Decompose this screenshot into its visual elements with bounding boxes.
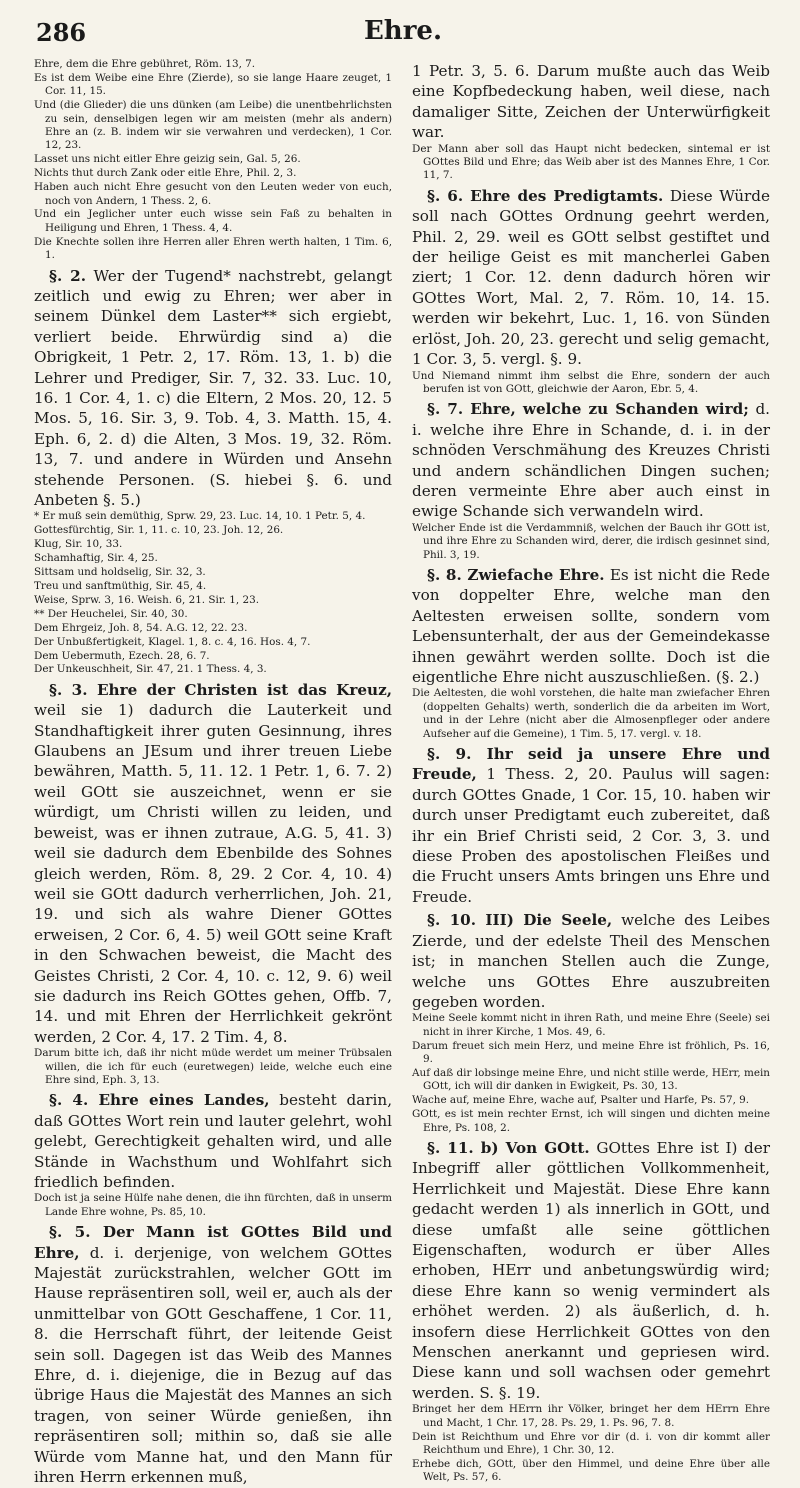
paragraph-text: GOttes Ehre ist I) der Inbegriff aller göttlichen Vollkommenheit, Herrlichkeit und Majestät. Diese Ehre kann gedacht werden 1) als innerlich in GOtt, und diese umfaßt alle seine göttlichen Eigenschaften, wodurch er über Alles erhoben, HErr und anbetungswürdig wird; diese Ehre kann so wenig vermindert als erhöhet werden. 2) als äußerlich, d. h. insofern diese Herrlichkeit GOttes von den Menschen anerkannt und gepriesen wird. Diese kann und soll wachsen oder gemehrt werden. S. §. 19. (412, 1138, 771, 1402)
right-column (412, 58, 770, 1488)
page-number: 286 (36, 18, 87, 47)
citation-note (412, 1458, 770, 1485)
paragraph-text: Wer der Tugend* nachstrebt, gelangt zeitlich und ewig zu Ehren; wer aber in seinem Dünkel dem Laster** sich ergiebt, verliert beide. Ehrwürdig sind a) die Obrigkeit, 1 Petr. 2, 17. Röm. 13, 1. b) die Lehrer und Prediger, Sir. 7, 32. 33. Luc. 10, 16. 1 Cor. 4, 1. c) die Eltern, 2 Mos. 20, 12. 5 Mos. 5, 16. Sir. 3, 9. Tob. 4, 3. Matth. 15, 4. Eph. 6, 2. d) die Alten, 3 Mos. 19, 32. Röm. 13, 7. und andere in Würden und Ansehn stehende Personen. (S. hiebei §. 6. und Anbeten §. 5.) (34, 266, 392, 510)
section-heading: §. 5. Der Mann ist GOttes Bild und Ehre, (34, 1223, 392, 1262)
citation-note (34, 1047, 392, 1087)
citation-note (34, 566, 392, 579)
section-paragraph (34, 1222, 392, 1487)
paragraph-text: ** Der Heuchelei, Sir. 40, 30. (34, 607, 188, 620)
citation-note (34, 99, 392, 153)
citation-note (412, 370, 770, 397)
paragraph-text: GOtt, es ist mein rechter Ernst, ich will singen und dichten meine Ehre, Ps. 108, 2. (412, 1108, 770, 1134)
citation-note (412, 1403, 770, 1430)
paragraph-text: Bringet her dem HErrn ihr Völker, bringet her dem HErrn Ehre und Macht, 1 Chr. 17, 28. Ps. 29, 1. Ps. 96, 7. 8. (412, 1403, 770, 1429)
paragraph-text: Es ist nicht die Rede von doppelter Ehre, welche man den Aeltesten erweisen sollte, sondern vom Lebensunterhalt, der aus der Gemeindekasse ihnen gewährt werden sollte. Doch ist die eigentliche Ehre nicht auszuschließen. (§. 2.) (412, 565, 771, 686)
paragraph-text: Welcher Ende ist die Verdammniß, welchen der Bauch ihr GOtt ist, und ihre Ehre zu Schanden wird, derer, die irdisch gesinnet sind, Phil. 3, 19. (412, 521, 770, 561)
paragraph-text: Und (die Glieder) die uns dünken (am Leibe) die unentbehrlichsten zu sein, denselbigen legen wir am meisten (mehr als andern) Ehre an (z. B. indem wir sie verwahren und verdecken), 1 Cor. 12, 23. (34, 99, 392, 152)
citation-note (34, 594, 392, 607)
citation-note (34, 552, 392, 565)
paragraph-text: Darum bitte ich, daß ihr nicht müde werdet um meiner Trübsalen willen, die ich für euch (euretwegen) leide, welche euch eine Ehre sind, Eph. 3, 13. (34, 1047, 392, 1086)
paragraph-text: Nichts thut durch Zank oder eitle Ehre, Phil. 2, 3. (34, 167, 297, 180)
paragraph-text: weil sie 1) dadurch die Lauterkeit und Standhaftigkeit ihrer guten Gesinnung, ihres Glaubens an JEsum und ihrer treuen Liebe bewähren, Matth. 5, 11. 12. 1 Petr. 1, 6. 7. 2) weil GOtt sie auszeichnet, wenn er sie würdigt, um Christi willen zu leiden, und beweist, was er ihnen zutraue, A.G. 5, 41. 3) weil sie dadurch dem Ebenbilde des Sohnes gleich werden, Röm. 8, 29. 2 Cor. 4, 10. 4) weil sie GOtt dadurch verherrlichen, Joh. 21, 19. und sich als wahre Diener GOttes erweisen, 2 Cor. 6, 4. 5) weil GOtt seine Kraft in den Schwachen beweist, die Macht des Geistes Christi, 2 Cor. 4, 10. c. 12, 9. 6) weil sie dadurch ins Reich GOttes gehen, Offb. 7, 14. und mit Ehren der Herrlichkeit gekrönt werden, 2 Cor. 4, 17. 2 Tim. 4, 8. (34, 701, 392, 1046)
citation-note (34, 524, 392, 537)
paragraph-text: Dein ist Reichthum und Ehre vor dir (d. i. von dir kommt aller Reichthum und Ehre), 1 Chr. 30, 12. (412, 1430, 770, 1456)
paragraph-text: Doch ist ja seine Hülfe nahe denen, die ihn fürchten, daß in unserm Lande Ehre wohne, Ps. 85, 10. (34, 1192, 392, 1218)
citation-note (412, 1108, 770, 1135)
section-heading: §. 10. III) Die Seele, (427, 911, 613, 930)
paragraph-text: Erhebe dich, GOtt, über den Himmel, und deine Ehre über alle Welt, Ps. 57, 6. (412, 1457, 770, 1484)
section-paragraph (412, 186, 770, 370)
paragraph-text: besteht darin, daß GOttes Wort rein und lauter gelehrt, wohl gelebt, Gerechtigkeit gehalten wird, und alle Stände in Wachsthum und Wohlfahrt sich friedlich befinden. (34, 1091, 393, 1191)
left-column (34, 58, 392, 1488)
paragraph-text: Es ist dem Weibe eine Ehre (Zierde), so sie lange Haare zeuget, 1 Cor. 11, 15. (34, 71, 392, 98)
citation-note (34, 663, 392, 676)
section-heading: §. 7. Ehre, welche zu Schanden wird; (427, 400, 749, 419)
paragraph-text: Auf daß dir lobsinge meine Ehre, und nicht stille werde, HErr, mein GOtt, ich will dir danken in Ewigkeit, Ps. 30, 13. (412, 1066, 770, 1093)
citation-note (412, 687, 770, 741)
citation-note (34, 622, 392, 635)
section-paragraph (34, 266, 392, 511)
citation-note (412, 1012, 770, 1039)
citation-note (34, 181, 392, 208)
section-heading: §. 2. (49, 266, 87, 285)
paragraph-text: Lasset uns nicht eitler Ehre geizig sein, Gal. 5, 26. (34, 153, 301, 166)
paragraph-text: Meine Seele kommt nicht in ihren Rath, und meine Ehre (Seele) sei nicht in ihrer Kirche, 1 Mos. 49, 6. (412, 1012, 770, 1038)
paragraph-text: * Er muß sein demüthig, Sprw. 29, 23. Luc. 14, 10. 1 Petr. 5, 4. (34, 510, 366, 523)
citation-note (34, 636, 392, 649)
section-paragraph (412, 910, 770, 1012)
citation-note (34, 608, 392, 621)
paragraph-text: Gottesfürchtig, Sir. 1, 11. c. 10, 23. Joh. 12, 26. (34, 524, 284, 537)
citation-note (412, 522, 770, 562)
paragraph-text: Wache auf, meine Ehre, wache auf, Psalter und Harfe, Ps. 57, 9. (412, 1094, 750, 1107)
citation-note (34, 153, 392, 166)
citation-note (34, 580, 392, 593)
paragraph-text: 1 Thess. 2, 20. Paulus will sagen: durch GOttes Gnade, 1 Cor. 15, 10. haben wir durch unser Predigtamt euch zubereitet, daß ihr ein Brief Christi seid, 2 Cor. 3, 3. und diese Proben des apostolischen Fleißes und die Frucht unsers Amts bringen uns Ehre und Freude. (412, 765, 771, 906)
citation-note (34, 58, 392, 71)
citation-note (34, 72, 392, 99)
citation-note (412, 143, 770, 183)
paragraph-continuation (412, 61, 770, 143)
paragraph-text: Treu und sanftmüthig, Sir. 45, 4. (34, 580, 207, 592)
paragraph-text: Ehre, dem die Ehre gebühret, Röm. 13, 7. (34, 58, 256, 70)
paragraph-text: Schamhaftig, Sir. 4, 25. (34, 552, 158, 565)
citation-note (34, 236, 392, 263)
paragraph-text: d. i. derjenige, von welchem GOttes Majestät zurückstrahlen, welcher GOtt im Hause repräsentiren soll, weil er, auch als der unmittelbar von GOtt Geschaffene, 1 Cor. 11, 8. die Herrschaft führt, der leitende Geist sein soll. Dagegen ist das Weib des Mannes Ehre, d. i. diejenige, die in Bezug auf das übrige Haus die Majestät des Mannes an sich tragen, von seiner Würde genießen, ihn repräsentiren soll; mithin so, daß sie alle Würde vom Manne hat, und den Mann für ihren Herrn erkennen muß, (34, 1243, 392, 1487)
paragraph-text: Dem Ehrgeiz, Joh. 8, 54. A.G. 12, 22. 23. (34, 621, 248, 634)
paragraph-text: Der Mann aber soll das Haupt nicht bedecken, sintemal er ist GOttes Bild und Ehre; das Weib aber ist des Mannes Ehre, 1 Cor. 11, 7. (412, 142, 770, 182)
paragraph-text: 1 Petr. 3, 5. 6. Darum mußte auch das Weib eine Kopfbedeckung haben, weil diese, nach damaliger Sitte, Zeichen der Unterwürfigkeit war. (412, 62, 770, 142)
paragraph-text: Haben auch nicht Ehre gesucht von den Leuten weder von euch, noch von Andern, 1 Thess. 2, 6. (34, 181, 392, 207)
paragraph-text: Darum freuet sich mein Herz, und meine Ehre ist fröhlich, Ps. 16, 9. (412, 1039, 770, 1066)
paragraph-text: Der Unbußfertigkeit, Klagel. 1, 8. c. 4, 16. Hos. 4, 7. (34, 635, 311, 648)
paragraph-text: Und Niemand nimmt ihm selbst die Ehre, sondern der auch berufen ist von GOtt, gleichwie der Aaron, Ebr. 5, 4. (412, 369, 770, 395)
paragraph-text: Die Knechte sollen ihre Herren aller Ehren werth halten, 1 Tim. 6, 1. (34, 235, 392, 262)
section-heading: §. 9. Ihr seid ja unsere Ehre und Freude, (412, 745, 770, 784)
section-paragraph (412, 744, 770, 907)
citation-note (412, 1040, 770, 1067)
citation-note (34, 538, 392, 551)
section-paragraph (34, 1090, 392, 1192)
paragraph-text: Der Unkeuschheit, Sir. 47, 21. 1 Thess. 4, 3. (34, 663, 267, 676)
citation-note (34, 650, 392, 663)
paragraph-text: Dem Uebermuth, Ezech. 28, 6. 7. (34, 649, 210, 662)
paragraph-text: Diese Würde soll nach GOttes Ordnung geehrt werden, Phil. 2, 29. weil es GOtt selbst gestiftet und der heilige Geist es mit mancherlei Gaben ziert; 1 Cor. 12. denn dadurch hören wir GOttes Wort, Mal. 2, 7. Röm. 10, 14. 15. werden wir bekehrt, Luc. 1, 16. von Sünden erlöst, Joh. 20, 23. gerecht und selig gemacht, 1 Cor. 3, 5. vergl. §. 9. (412, 186, 770, 369)
section-paragraph (412, 399, 770, 521)
citation-note (34, 208, 392, 235)
section-paragraph (412, 1138, 770, 1403)
running-title: Ehre. (363, 16, 442, 46)
citation-note (34, 510, 392, 523)
section-heading: §. 8. Zwiefache Ehre. (427, 565, 605, 584)
citation-note (412, 1431, 770, 1458)
citation-note (34, 167, 392, 180)
paragraph-text: welche des Leibes Zierde, und der edelste Theil des Menschen ist; in manchen Stellen auch die Zunge, welche uns GOttes Ehre auszubreiten gegeben worden. (412, 911, 771, 1011)
section-heading: §. 4. Ehre eines Landes, (49, 1091, 270, 1110)
paragraph-text: Und ein Jeglicher unter euch wisse sein Faß zu behalten in Heiligung und Ehren, 1 Thess. 4, 4. (34, 208, 392, 234)
citation-note (34, 1192, 392, 1219)
section-heading: §. 3. Ehre der Christen ist das Kreuz, (49, 680, 392, 699)
text-columns (34, 58, 772, 1488)
paragraph-text: Die Aeltesten, die wohl vorstehen, die halte man zwiefacher Ehren (doppelten Gehalts) werth, sonderlich die da arbeiten im Wort, und in der Lehre (nicht aber die Almosenpfleger oder andere Aufseher auf die Gemeine), 1 Tim. 5, 17. vergl. v. 18. (412, 687, 770, 740)
page-header (34, 0, 772, 58)
citation-note (412, 1094, 770, 1107)
paragraph-text: Sittsam und holdselig, Sir. 32, 3. (34, 566, 206, 579)
section-heading: §. 11. b) Von GOtt. (427, 1138, 590, 1157)
section-heading: §. 6. Ehre des Predigtamts. (427, 186, 664, 205)
section-paragraph (34, 680, 392, 1047)
paragraph-text: Klug, Sir. 10, 33. (34, 538, 123, 551)
paragraph-text: Weise, Sprw. 3, 16. Weish. 6, 21. Sir. 1, 23. (34, 593, 260, 606)
paragraph-text: d. i. welche ihre Ehre in Schande, d. i. in der schnöden Verschmähung des Kreuzes Christi und andern schändlichen Dingen suchen; deren vermeinte Ehre aber auch einst in ewige Schande sich verwandeln wird. (412, 400, 770, 521)
section-paragraph (412, 565, 770, 687)
citation-note (412, 1067, 770, 1094)
